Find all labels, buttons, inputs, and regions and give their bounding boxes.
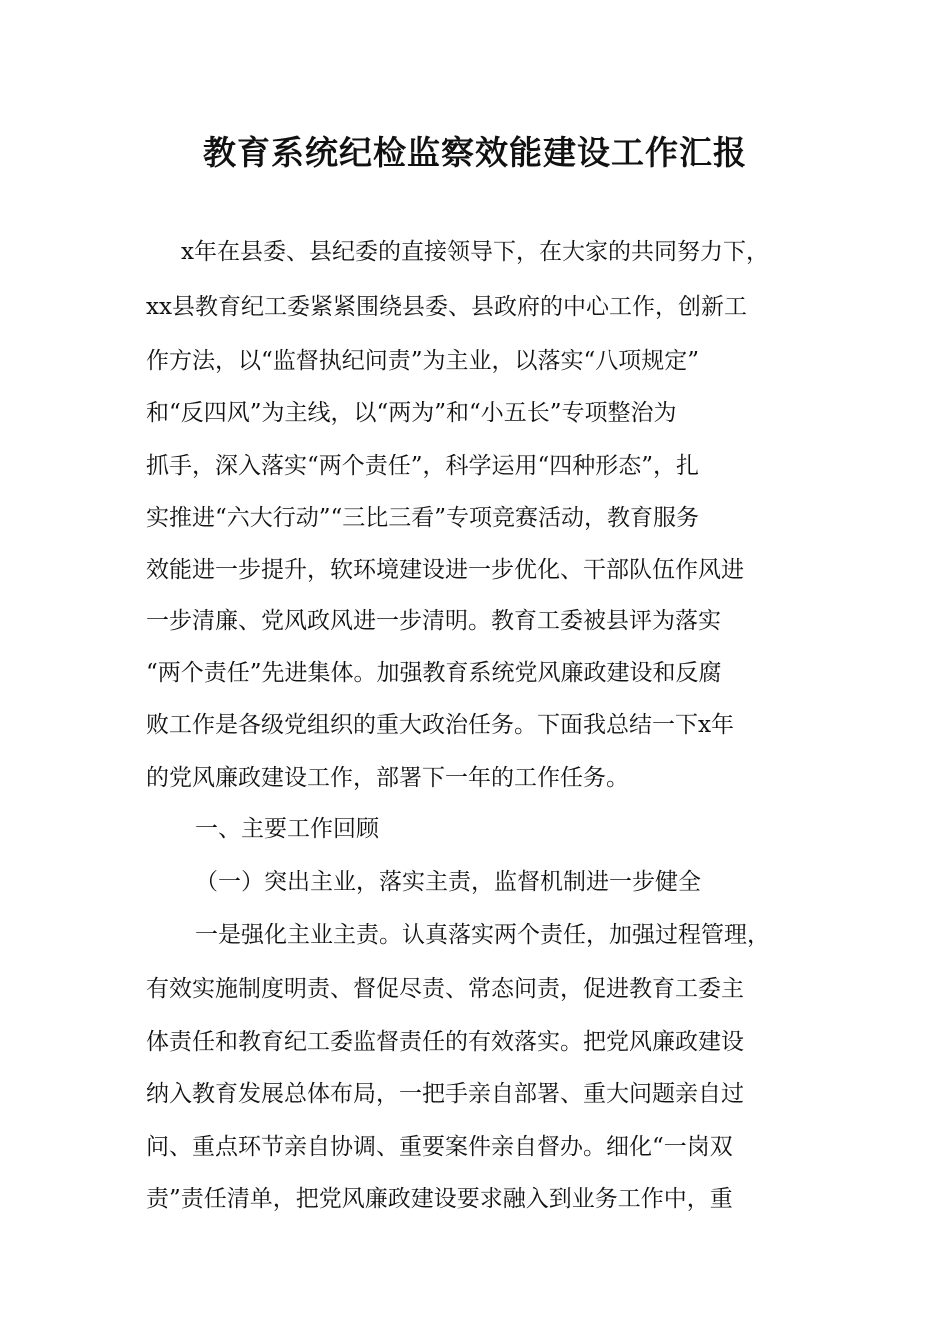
- body-line: 效能进一步提升，软环境建设进一步优化、干部队伍作风进: [146, 557, 744, 583]
- body-line: 一步清廉、党风政风进一步清明。教育工委被县评为落实: [146, 608, 721, 634]
- body-line: x年在县委、县纪委的直接领导下，在大家的共同努力下，: [181, 239, 769, 265]
- body-line: 实推进“六大行动”“三比三看”专项竞赛活动，教育服务: [146, 505, 700, 531]
- body-line: 败工作是各级党组织的重大政治任务。下面我总结一下x年: [146, 712, 734, 738]
- body-line: 问、重点环节亲自协调、重要案件亲自督办。细化“一岗双: [146, 1134, 733, 1160]
- body-line: 纳入教育发展总体布局，一把手亲自部署、重大问题亲自过: [146, 1081, 744, 1107]
- body-line: 有效实施制度明责、督促尽责、常态问责，促进教育工委主: [146, 976, 744, 1002]
- body-line: xx县教育纪工委紧紧围绕县委、县政府的中心工作，创新工: [146, 294, 747, 320]
- body-line: “两个责任”先进集体。加强教育系统党风廉政建设和反腐: [146, 660, 722, 686]
- section-heading: 一、主要工作回顾: [195, 816, 379, 842]
- body-line: 体责任和教育纪工委监督责任的有效落实。把党风廉政建设: [146, 1029, 744, 1055]
- subsection-heading: （一）突出主业，落实主责，监督机制进一步健全: [195, 869, 701, 895]
- document-title: 教育系统纪检监察效能建设工作汇报: [203, 133, 747, 172]
- body-line: 抓手，深入落实“两个责任”，科学运用“四种形态”，扎: [146, 453, 700, 479]
- body-line: 和“反四风”为主线，以“两为”和“小五长”专项整治为: [146, 400, 677, 426]
- body-line: 责”责任清单，把党风廉政建设要求融入到业务工作中，重: [146, 1186, 733, 1212]
- body-line: 的党风廉政建设工作，部署下一年的工作任务。: [146, 765, 629, 791]
- body-line: 一是强化主业主责。认真落实两个责任，加强过程管理，: [195, 922, 770, 948]
- body-line: 作方法，以“监督执纪问责”为主业，以落实“八项规定”: [146, 348, 700, 374]
